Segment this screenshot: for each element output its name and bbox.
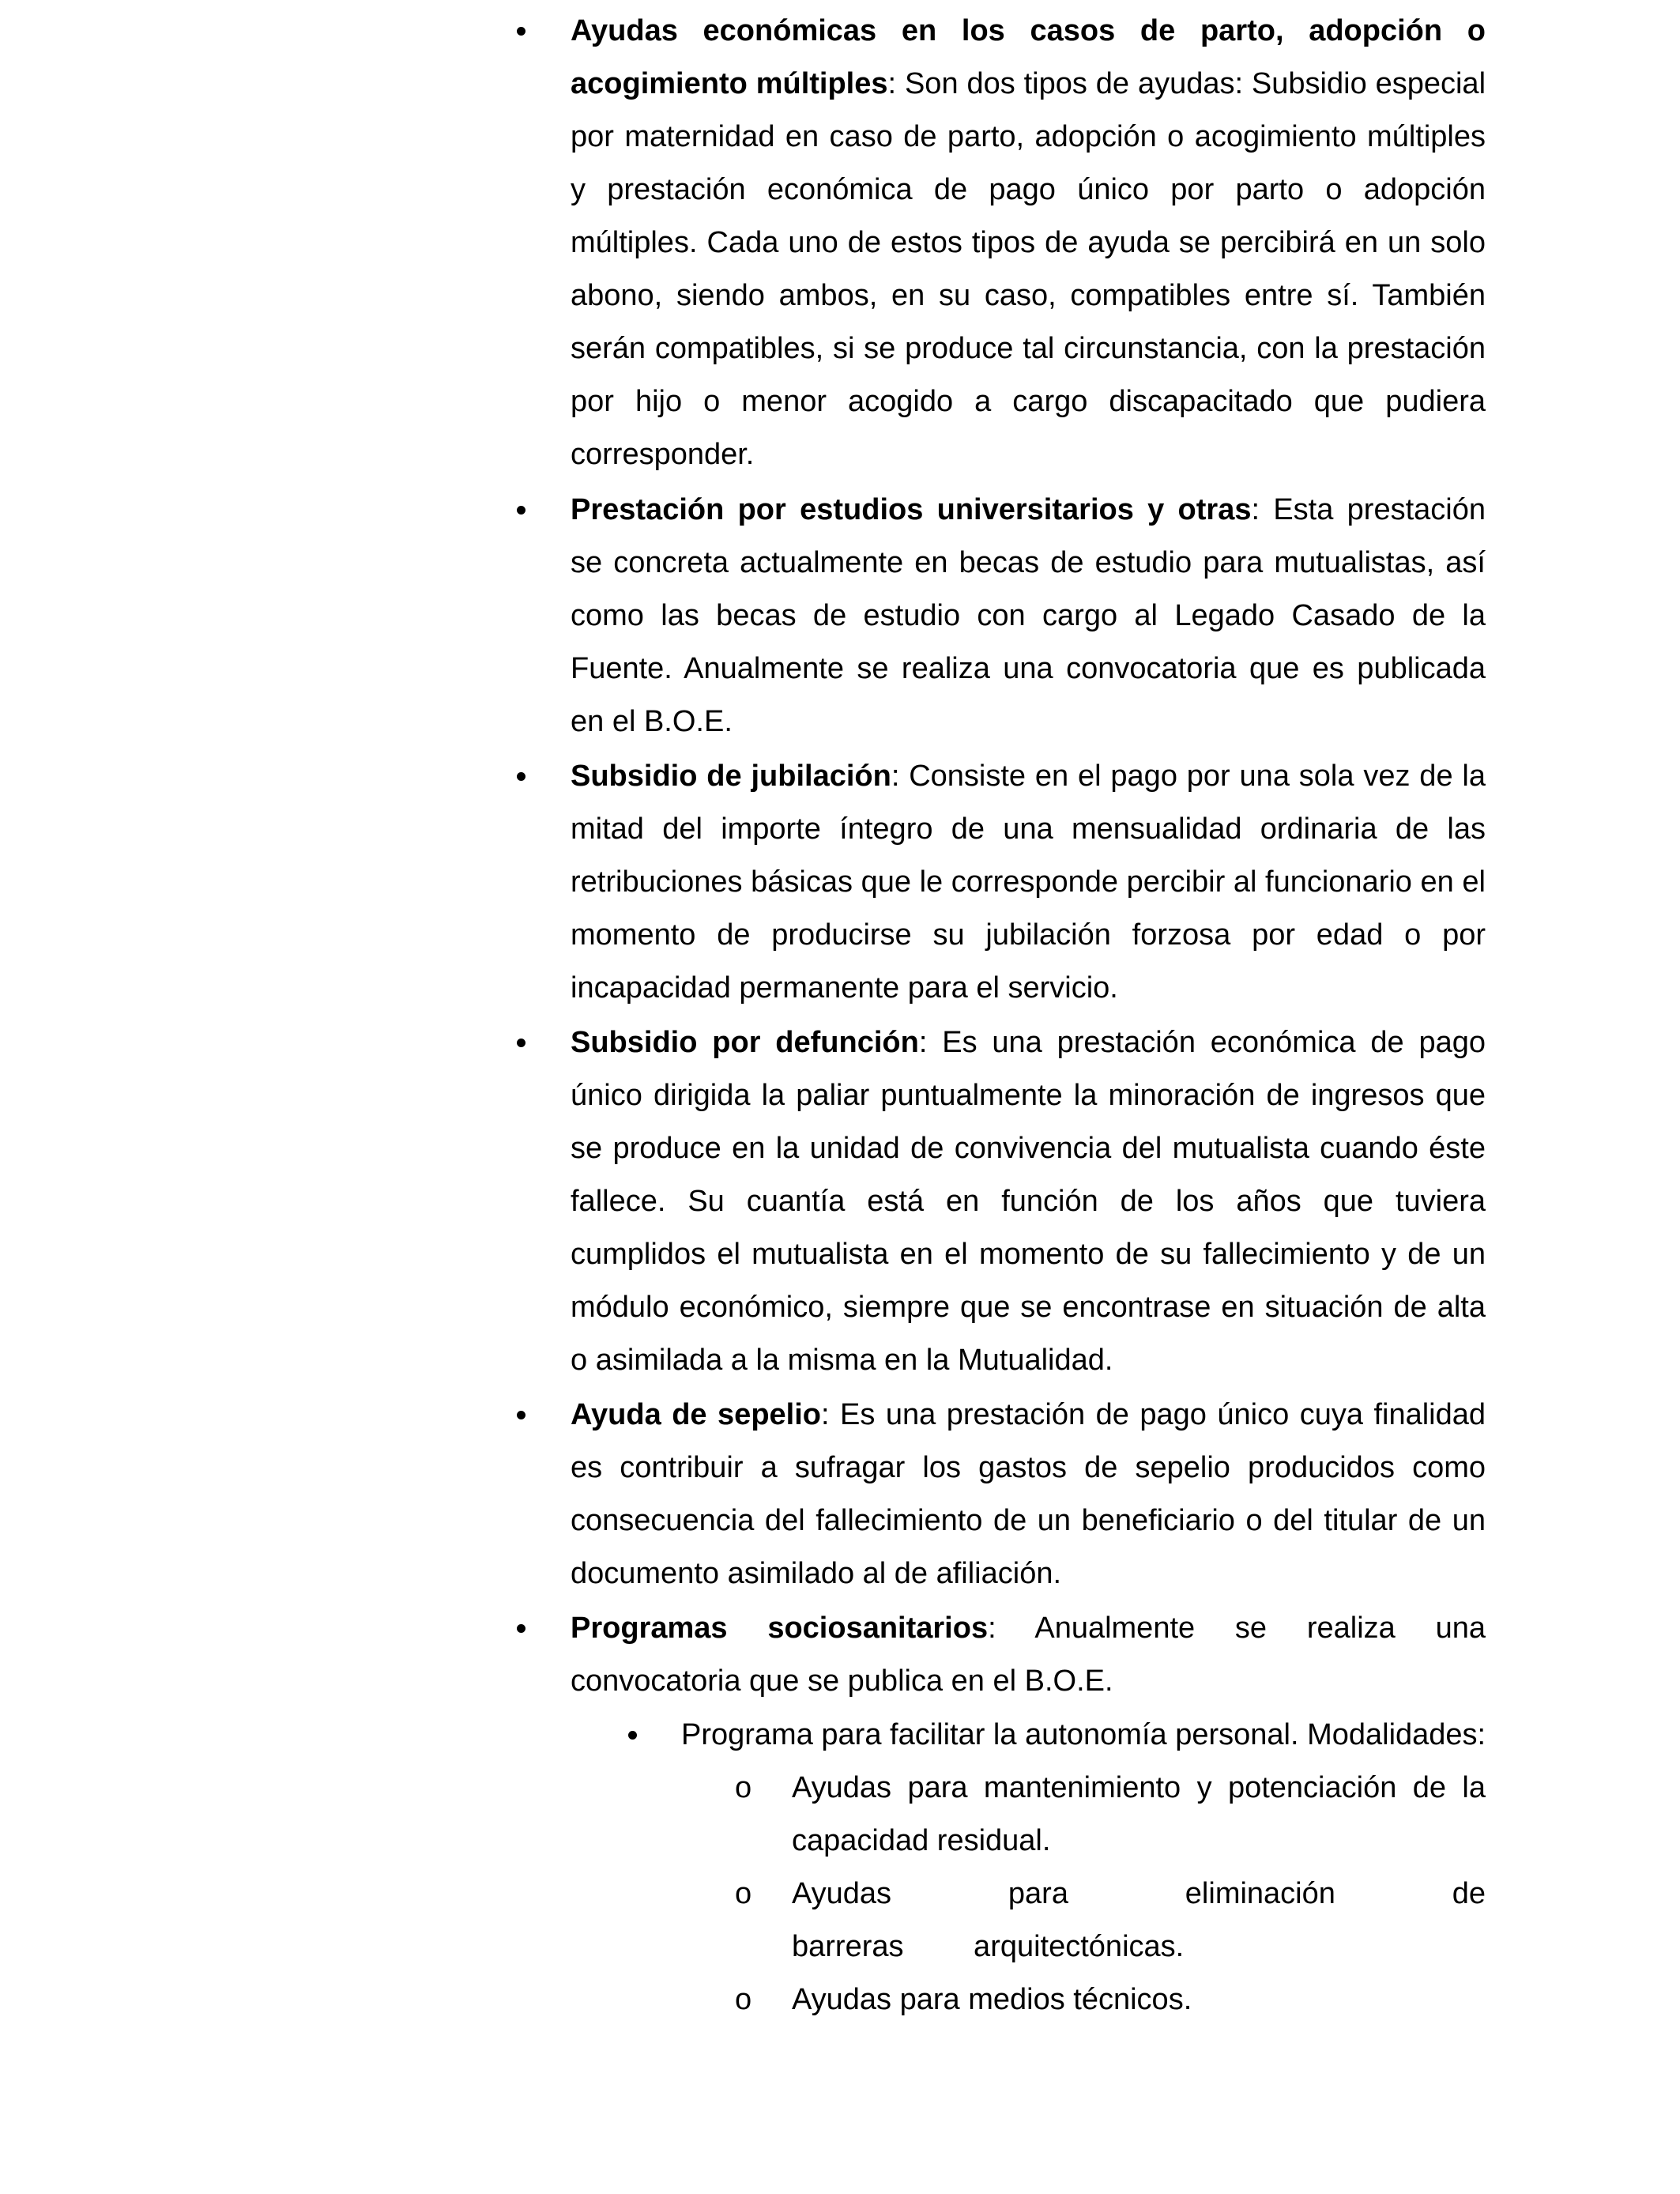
list-item bbox=[0, 1016, 1680, 1388]
list-item bbox=[0, 750, 1680, 1015]
circle-bullet-icon: o bbox=[735, 1983, 752, 2016]
sub-list-item bbox=[0, 1709, 1680, 1762]
list-item-title: Prestación por estudios universitarios y otras bbox=[571, 493, 1252, 526]
list-item-body: : Es una prestación de pago único cuya finalidad es contribuir a sufragar los gastos de sepelio producidos como consecuencia del fallecimiento de un beneficiario o del titular de un documento asimilado al de afiliación. bbox=[571, 1398, 1486, 1590]
list-item-body: : Son dos tipos de ayudas: Subsidio especial por maternidad en caso de parto, adopción o acogimiento múltiples y prestación económica de pago único por parto o adopción múltiples. Cada uno de estos tipos de ayuda se percibirá en un solo abono, siendo ambos, en su caso, compatibles entre sí. También serán compatibles, si se produce tal circunstancia, con la prestación por hijo o menor acogido a cargo discapacitado que pudiera corresponder. bbox=[571, 67, 1486, 471]
list-item-text bbox=[571, 484, 1486, 748]
list-item-title: Ayudas económicas en los casos de parto, adopción o acogimiento múltiples bbox=[571, 14, 1486, 100]
sub-sub-list-item bbox=[0, 1762, 1680, 1868]
list-item-text bbox=[571, 1016, 1486, 1387]
sub-sub-list-item bbox=[0, 1868, 1680, 1973]
list-item-body: : Anualmente se realiza una convocatoria que se publica en el B.O.E. bbox=[571, 1612, 1486, 1698]
sub-list-item-text: Programa para facilitar la autonomía personal. Modalidades: bbox=[681, 1718, 1486, 1751]
list-item-text bbox=[571, 1602, 1486, 1708]
sub-sub-list-item-text: Ayudas para eliminación de barreras arquitectónicas. bbox=[792, 1877, 1486, 1963]
list-item-text bbox=[571, 5, 1486, 481]
list-item-text bbox=[571, 750, 1486, 1015]
circle-bullet-icon: o bbox=[735, 1771, 752, 1804]
list-item bbox=[0, 1602, 1680, 1708]
list-item-body: : Esta prestación se concreta actualmente en becas de estudio para mutualistas, así como las becas de estudio con cargo al Legado Casado de la Fuente. Anualmente se realiza una convocatoria que es publicada en el B.O.E. bbox=[571, 493, 1486, 738]
sub-sub-list-item-text: Ayudas para medios técnicos. bbox=[792, 1983, 1192, 2016]
sub-sub-list-item bbox=[0, 1973, 1680, 2026]
list-item-text bbox=[571, 1389, 1486, 1600]
list-item-title: Subsidio de jubilación bbox=[571, 760, 891, 793]
list-item-body: : Es una prestación económica de pago único dirigida la paliar puntualmente la minoración de ingresos que se produce en la unidad de convivencia del mutualista cuando éste fallece. Su cuantía está en función de los años que tuviera cumplidos el mutualista en el momento de su fallecimiento y de un módulo económico, siempre que se encontrase en situación de alta o asimilada a la misma en la Mutualidad. bbox=[571, 1026, 1486, 1377]
list-item bbox=[0, 484, 1680, 748]
list-item-title: Programas sociosanitarios bbox=[571, 1612, 989, 1645]
list-item bbox=[0, 5, 1680, 479]
sub-sub-list-item-text: Ayudas para mantenimiento y potenciación de la capacidad residual. bbox=[792, 1771, 1486, 1857]
circle-bullet-icon: o bbox=[735, 1877, 752, 1910]
list-item-title: Subsidio por defunción bbox=[571, 1026, 919, 1059]
list-item-title: Ayuda de sepelio bbox=[571, 1398, 821, 1431]
list-item-body: : Consiste en el pago por una sola vez de la mitad del importe íntegro de una mensualidad ordinaria de las retribuciones básicas que le corresponde percibir al funcionario en el momento de producirse su jubilación forzosa por edad o por incapacidad permanente para el servicio. bbox=[571, 760, 1486, 1005]
list-item bbox=[0, 1389, 1680, 1600]
